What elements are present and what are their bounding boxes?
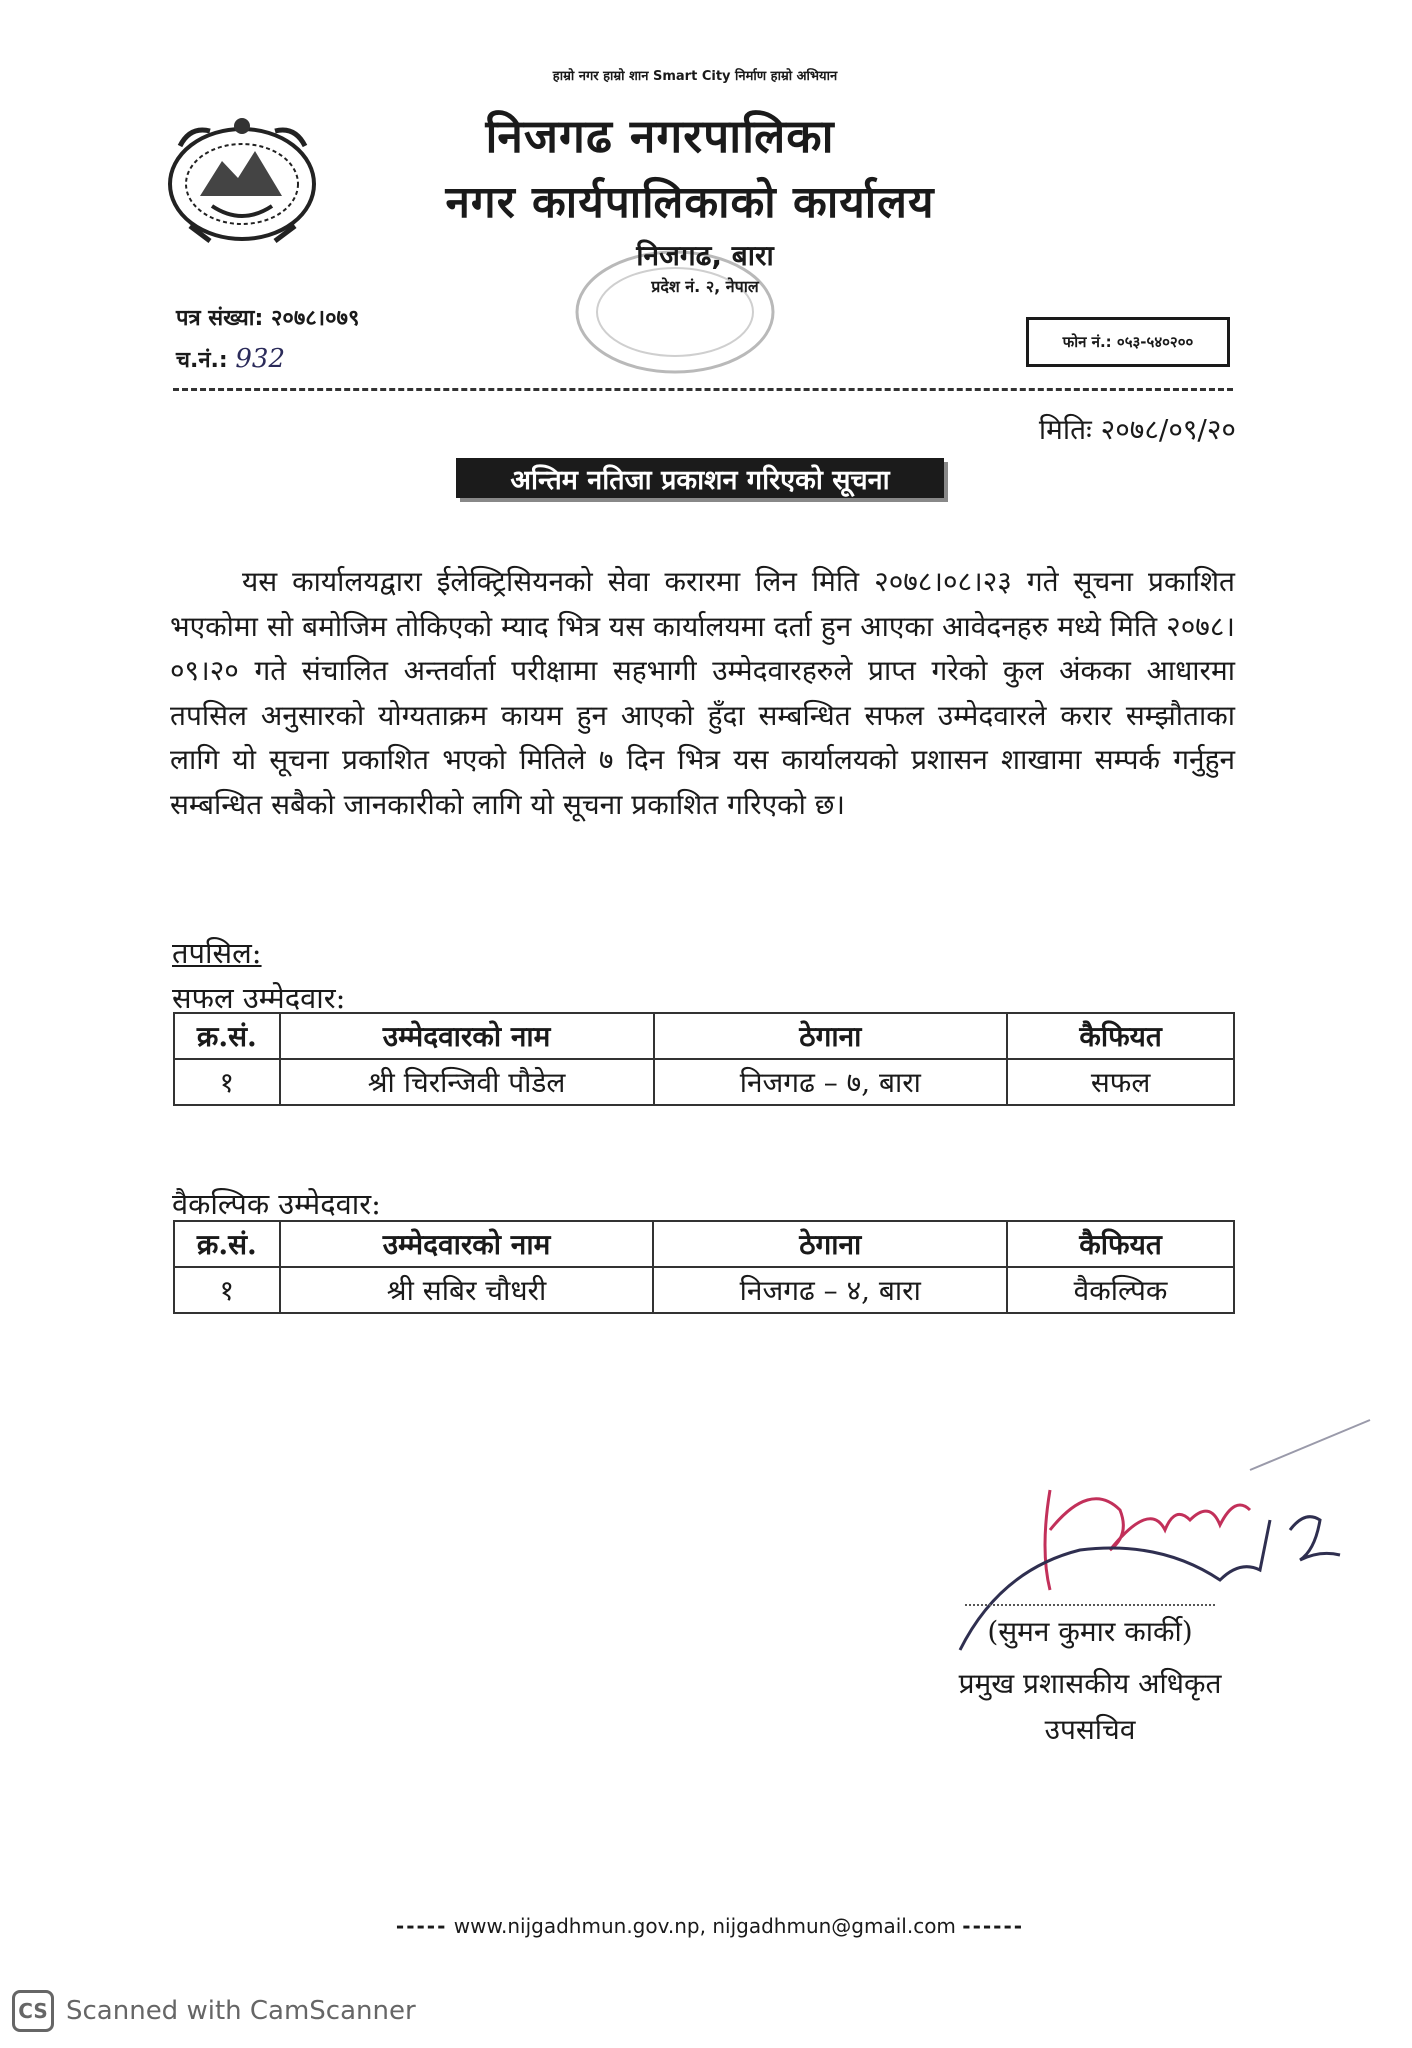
cell-serial: १ bbox=[174, 1267, 280, 1313]
signature-line bbox=[965, 1604, 1215, 1606]
camscanner-text: Scanned with CamScanner bbox=[66, 1996, 416, 2026]
footer-dashes-left: ----- bbox=[395, 1914, 448, 1938]
alternate-heading: वैकल्पिक उम्मेदवार: bbox=[172, 1187, 381, 1221]
dispatch-number-value: 932 bbox=[235, 344, 286, 374]
col-remarks: कैफियत bbox=[1007, 1013, 1234, 1059]
office-address: निजगढ, बारा bbox=[636, 239, 774, 272]
cell-serial: १ bbox=[174, 1059, 280, 1105]
signatory-designation: प्रमुख प्रशासकीय अधिकृत bbox=[958, 1667, 1222, 1700]
signatory-rank: उपसचिव bbox=[1044, 1713, 1136, 1746]
notice-body bbox=[170, 560, 1235, 827]
slogan: हाम्रो नगर हाम्रो शान Smart City निर्माण हाम्रो अभियान bbox=[552, 69, 838, 84]
municipality-name: निजगढ नगरपालिका bbox=[485, 109, 835, 163]
cell-remarks: वैकल्पिक bbox=[1007, 1267, 1234, 1313]
table-row bbox=[174, 1267, 1234, 1313]
dispatch-number-label: च.नं.: bbox=[176, 348, 228, 373]
table-row bbox=[174, 1059, 1234, 1105]
col-name: उम्मेदवारको नाम bbox=[280, 1013, 654, 1059]
dispatch-number bbox=[176, 344, 285, 374]
footer-email: nijgadhmun@gmail.com bbox=[712, 1914, 956, 1938]
col-serial: क्र.सं. bbox=[174, 1221, 280, 1267]
col-serial: क्र.सं. bbox=[174, 1013, 280, 1059]
header-divider bbox=[173, 388, 1233, 391]
alternate-candidates-table bbox=[173, 1220, 1235, 1314]
successful-heading: सफल उम्मेदवार: bbox=[172, 981, 346, 1015]
nepal-emblem-logo bbox=[160, 106, 325, 256]
table-header-row bbox=[174, 1221, 1234, 1267]
office-province: प्रदेश नं. २, नेपाल bbox=[651, 277, 759, 296]
col-address: ठेगाना bbox=[653, 1221, 1007, 1267]
letter-number bbox=[176, 302, 359, 332]
date-value: २०७८/०९/२० bbox=[1100, 413, 1236, 446]
camscanner-logo-icon: CS bbox=[12, 1990, 54, 2032]
notice-paragraph: यस कार्यालयद्वारा ईलेक्ट्रिसियनको सेवा करारमा लिन मिति २०७८।०८।२३ गते सूचना प्रकाशित भएकोमा सो बमोजिम तोकिएको म्याद भित्र यस कार्यालयमा दर्ता हुन आएका आवेदनहरु मध्ये मिति २०७८।०९।२० गते संचालित अन्तर्वार्ता परीक्षामा सहभागी उम्मेदवारहरुले प्राप्त गरेको कुल अंकका आधारमा तपसिल अनुसारको योग्यताक्रम कायम हुन आएको हुँदा सम्बन्धित सफल उम्मेदवारले करार सम्झौताका लागि यो सूचना प्रकाशित भएको मितिले ७ दिन भित्र यस कार्यालयको प्रशासन शाखामा सम्पर्क गर्नुहुन सम्बन्धित सबैको जानकारीको लागि यो सूचना प्रकाशित गरिएको छ। bbox=[170, 565, 1235, 821]
col-remarks: कैफियत bbox=[1007, 1221, 1234, 1267]
table-header-row bbox=[174, 1013, 1234, 1059]
col-name: उम्मेदवारको नाम bbox=[280, 1221, 654, 1267]
cell-name: श्री चिरन्जिवी पौडेल bbox=[280, 1059, 654, 1105]
col-address: ठेगाना bbox=[654, 1013, 1008, 1059]
footer-website: www.nijgadhmun.gov.np bbox=[453, 1914, 700, 1938]
notice-title: अन्तिम नतिजा प्रकाशन गरिएको सूचना bbox=[456, 458, 944, 498]
signatory-name: (सुमन कुमार कार्की) bbox=[987, 1615, 1193, 1648]
cell-address: निजगढ – ४, बारा bbox=[653, 1267, 1007, 1313]
camscanner-watermark bbox=[12, 1990, 416, 2032]
cell-address: निजगढ – ७, बारा bbox=[654, 1059, 1008, 1105]
letter-number-label: पत्र संख्या: bbox=[176, 306, 264, 331]
details-heading: तपसिल: bbox=[172, 936, 262, 970]
footer-dashes-right: ------ bbox=[962, 1914, 1025, 1938]
letter-number-value: २०७८।०७९ bbox=[270, 306, 360, 331]
date-label: मितिः bbox=[1038, 413, 1092, 446]
notice-date bbox=[960, 410, 1236, 448]
cell-remarks: सफल bbox=[1007, 1059, 1234, 1105]
successful-candidates-table bbox=[173, 1012, 1235, 1106]
footer-contact: ----- www.nijgadhmun.gov.np, nijgadhmun@gmail.com ------ bbox=[395, 1914, 1025, 1938]
cell-name: श्री सबिर चौधरी bbox=[280, 1267, 654, 1313]
office-name: नगर कार्यपालिकाको कार्यालय bbox=[445, 177, 935, 228]
phone-box: फोन नं.: ०५३-५४०२०० bbox=[1026, 317, 1230, 367]
